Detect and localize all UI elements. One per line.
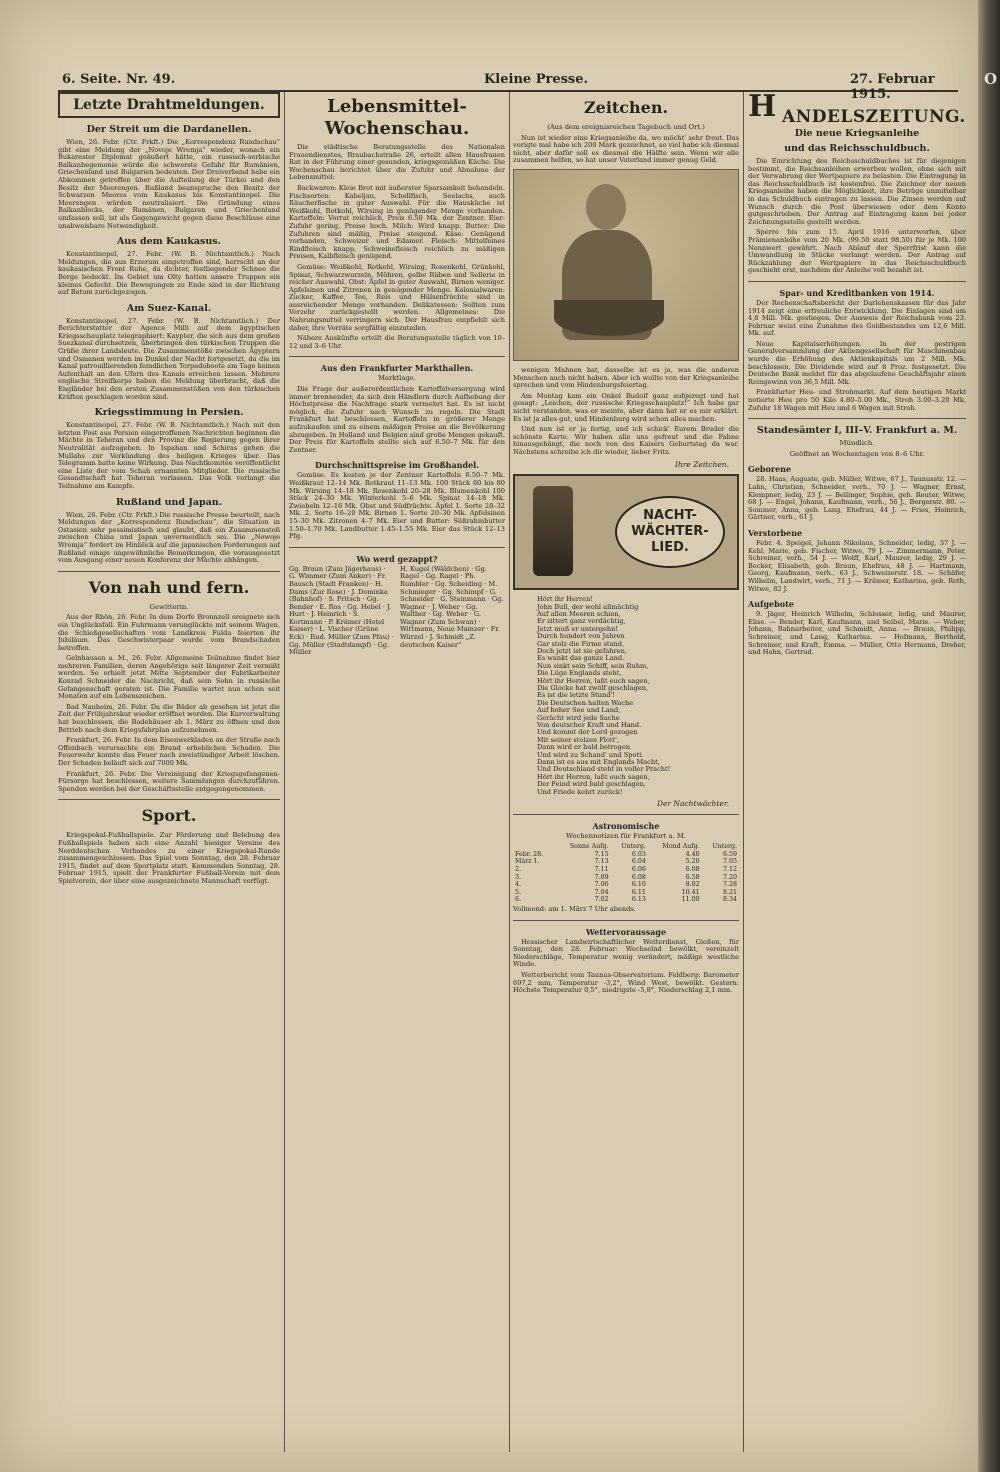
article-text: Konstantinopel, 27. Febr. (W. B. Nichtamtlich.) Nach Meldungen, die aus Erzerum eingetroffen sind, herrscht an der kaukasischen Front Ruhe, da dichter, festliegender Schnee die Berge bedeckt. Im Gebiet um Olty hatten unsere Truppen ein kleines Gefecht. Die Bewegungen zu Ende sind in der Richtung auf Batum zurückgezogen. bbox=[58, 250, 280, 297]
weather-report: Wetterbericht vom Taunus-Observatorium. Feldberg: Barometer 697,2 mm, Temperatur -3,2°, Wind West, bewölkt. Gestern: Höchste Temperatur 0,5°, niedrigste -5,8°, Niederschlag 2,1 mm. bbox=[513, 970, 739, 995]
poem-line: Und wird zu Schand' und Spott. bbox=[537, 750, 644, 759]
article-title: Am Suez-Kanal. bbox=[126, 302, 212, 314]
column-divider bbox=[509, 92, 510, 1452]
article-title: Die neue Kriegsanleihe bbox=[794, 128, 920, 139]
poem-line: Er zittert ganz verdächtig, bbox=[537, 617, 626, 626]
article-text: Backwaren: Kleie Brot mit äußerster Sparsamkeit behandeln. Fischsorten: Kabeljau, Schellfisch, Seelachs, auch Räucherfische in guter Auswahl. Für die Hausküche ist Weißkohl, Rotkohl, Wirsing in genügender Menge vorhanden. Kartoffeln: Vorrat reichlich, Preis 6.50 Mk. der Zentner. Eier: Zufuhr gering, Preise hoch. Milch: Wird knapp. Butter: Die Zufuhren sind mäßig, Preise steigend. Käse: Genügend vorhanden, Schweizer und Edamer. Fleisch: Mittelfeines Rindfleisch knapp, Schweinefleisch reichlich zu mäßigen Preisen, Kalbfleisch genügend. bbox=[289, 183, 505, 261]
poem-line: Gar stolz die Firme stand, bbox=[537, 639, 625, 648]
astro-col-header: Sonne Aufg. bbox=[569, 843, 609, 851]
astro-header-row bbox=[513, 843, 739, 851]
article-text: Am Montag kam ein Onkel Rudolf ganz aufgeregt und hat gesagt: „Leichen, der russische Kriegsschauplatz!“ Ich habe gar nicht verstanden, was er meinte, aber dann hat er es mir erklärt. Es ist ja alles gut, und Hindenburg wird schon alles machen. bbox=[513, 391, 739, 423]
poem-line: Es wankt das ganze Land. bbox=[537, 654, 625, 663]
newspaper-title: Kleine Presse. bbox=[484, 72, 589, 87]
astro-row bbox=[513, 858, 739, 866]
divider bbox=[58, 571, 280, 572]
article-title: Der Streit um die Dardanellen. bbox=[86, 124, 252, 135]
page-number: 6. Seite. Nr. 49. bbox=[62, 72, 176, 87]
poem-line: Es ist die letzte Stund'! bbox=[537, 691, 615, 700]
astro-cell: 7.13 bbox=[594, 858, 609, 866]
article-text: wenigen Mahnen hat, dasselbe ist es ja, was die anderen Menschen auch nicht haben. Aber ich wollte von der Kriegsanleihe sprechen und vom Hindenburgsfeiertag. bbox=[513, 365, 739, 390]
astro-cell: 10.41 bbox=[681, 888, 700, 896]
column-4 bbox=[748, 92, 966, 1452]
article-subtitle: (Aus dem ereignisreichen Tagebuch und Ort.) bbox=[547, 123, 705, 131]
column-3 bbox=[513, 92, 739, 1452]
poem-line: Und Friede kehrt zurück! bbox=[537, 787, 623, 796]
poem-line: Hört ihr Herren, laßt euch sagen, bbox=[537, 676, 650, 685]
astro-col-header bbox=[513, 843, 555, 851]
divider bbox=[748, 418, 966, 419]
divider bbox=[58, 799, 280, 800]
astro-cell: 7.05 bbox=[722, 858, 737, 866]
astro-cell: 4.40 bbox=[685, 850, 700, 858]
poem-line: Und Deutschland steht in voller Pracht! bbox=[537, 765, 671, 774]
astro-subtitle: Wochennotizen für Frankfurt a. M. bbox=[565, 831, 687, 840]
registry-text: 28. Haas, Auguste, geb. Müller, Witwe, 67 J., Taunusstr. 12. — Lahn, Christian, Schneider, verh., 70 J. — Wagner, Ernst, Klempner, ledig, 23 J. — Bellinger, Sophie, geb. Reuter, Witwe, 68 J. — Engel, Johann, Kaufmann, verh., 56 J., Bergerstr. 80. — Sommer, Anna, geb. Lang, Ehefrau, 44 J. — Fries, Heinrich, Gärtner, verh., 61 J. bbox=[748, 475, 966, 522]
weather-text: Hessischer Landwirtschaftlicher Wetterdienst, Gießen, für Sonntag, den 28. Februar: Wechselnd bewölkt, vereinzelt Niederschläge, Temperatur wenig verändert, mäßige westliche Winde. bbox=[513, 937, 739, 969]
astro-row bbox=[513, 881, 739, 889]
astro-cell: 3. bbox=[515, 873, 522, 881]
section-title-sport: Sport. bbox=[141, 806, 197, 826]
astro-cell: 7.28 bbox=[722, 881, 737, 889]
nightwatchman-title: NACHT-WÄCHTER-LIED. bbox=[615, 496, 725, 568]
illustration-woman-basket bbox=[513, 169, 739, 361]
poem-line: Die Deutschen halten Wache bbox=[537, 698, 634, 707]
article-title: Durchschnittspreise im Großhandel. bbox=[315, 460, 479, 471]
astro-cell: 7.04 bbox=[594, 888, 609, 896]
astro-cell: 6.08 bbox=[685, 866, 700, 874]
article-title: Spar- und Kreditbanken von 1914. bbox=[779, 287, 935, 298]
article-text: Nähere Auskünfte erteilt die Beratungsstelle täglich von 10–12 und 3–6 Uhr. bbox=[289, 334, 505, 350]
poem-line: Mit seiner stolzen Flott', bbox=[537, 735, 620, 744]
poem-line: Der Feind wird bald geschlagen, bbox=[537, 780, 646, 789]
astro-cell: 6.11 bbox=[631, 888, 646, 896]
pub-list bbox=[289, 566, 505, 660]
article-text: Frankfurt, 26. Febr. In dem Eisenwerkladen an der Straße nach Offenbach verursachte ein Brand erheblichen Schaden. Die Feuerwehr konnte das Feuer nach zweistündiger Arbeit löschen. Der Schaden beläuft sich auf 7000 Mk. bbox=[58, 736, 280, 767]
article-text: Frankfurt, 26. Febr. Die Vereinigung der Kriegsgefangenen-Fürsorge hat beschlossen, weitere Sammlungen durchzuführen. Spenden werden bei der Geschäftsstelle entgegengenommen. bbox=[58, 769, 280, 793]
column-2 bbox=[289, 92, 505, 1452]
divider bbox=[289, 547, 505, 548]
astro-cell: 6. bbox=[515, 896, 522, 904]
pub-list-left: Gg. Braun (Zum Jägerhaus) · G. Wimmer (Zum Anker) · Fr. Bausch (Stadt Franken) · H. Dams (Zur Rose) · J. Dominka (Bahnhof) · S. Fritsch · Gg. Bender · E. Ros · Gg. Hebel · J. Hurt · J. Heinrich · S. Kortmann · P. Krämer (Hotel Kaiser) · L. Vischer (Grüne Eck) · Rud. Müller (Zum Pfau) · Gg. Müller (Stadtdampf) · Gg. Müller bbox=[289, 564, 394, 657]
astro-cell: 6.13 bbox=[631, 896, 646, 904]
section-title-latest-wires: Letzte Drahtmeldungen. bbox=[58, 92, 280, 118]
lantern-icon bbox=[533, 486, 573, 576]
section-subtitle: Gewitterin. bbox=[149, 602, 189, 611]
poem-line: Nun sinkt sein Schiff, sein Ruhm, bbox=[537, 661, 649, 670]
astro-cell: 6.04 bbox=[631, 858, 646, 866]
astro-cell: März 1. bbox=[515, 858, 540, 866]
section-title-food-week: Lebensmittel-Wochenschau. bbox=[324, 96, 470, 139]
poem-line: Doch jetzt ist sie gefahren, bbox=[537, 646, 627, 655]
article-text: Die Einrichtung des Reichsschuldbuches ist für diejenigen bestimmt, die Reichsanleihen erwerben wollen, ohne sich mit der Verwahrung der Wertpapiere zu belasten. Die Eintragung in das Reichsschuldbuch ist kostenfrei. Die Zeichner der neuen Kriegsanleihe haben die Möglichkeit, ihre Beträge unmittelbar in das Schuldbuch eintragen zu lassen. Die Zinsen werden auf Wunsch durch die Post überwiesen oder dem Konto gutgeschrieben. Der Antrag auf Eintragung kann bei jeder Zeichnungsstelle gestellt werden. bbox=[748, 157, 966, 226]
poem-line: Dann wird er bald betrogen bbox=[537, 743, 631, 752]
article-subtitle: Marktlage. bbox=[378, 374, 416, 383]
nightwatchman-illustration bbox=[513, 474, 739, 590]
registry-title: Standesämter I, III–V. Frankfurt a. M. bbox=[756, 425, 958, 437]
article-text: Kriegspokal-Fußballspiele. Zur Förderung und Belebung des Fußballspiels haben sich eine Anzahl hiesiger Vereine des Norddeutschen Verbandes zu einer Kriegspokal-Runde zusammengeschlossen. Das Spiel vom Sonntag, den 28. Februar 1915, findet auf dem Sportplatz statt. Kommenden Sonntag, 28. Februar 1915, spielt der Frankfurter Fußball-Verein mit dem Spielverein, der über eine ausgezeichnete Mannschaft verfügt. bbox=[58, 831, 280, 885]
astro-cell: 7.15 bbox=[594, 850, 609, 858]
astro-cell: 11.00 bbox=[681, 896, 700, 904]
registry-section: Aufgebote bbox=[748, 599, 794, 610]
weather-title: Wettervoraussage bbox=[585, 926, 667, 937]
poem-line: Die Glocke hat zwölf geschlagen, bbox=[537, 683, 649, 692]
astro-cell: 5.20 bbox=[685, 858, 700, 866]
article-text: Die Frage der außerordentlichen Kartoffelversorgung wird immer brennender, da sich den Händlern durch Aufhebung der Höchstpreise die Nachfrage stark vermehrt hat. Es ist nicht möglich, die Zufuhr nach Wunsch zu regeln. Die Stadt Frankfurt hat beschlossen, Kartoffeln in größerer Menge aufzukaufen und zu einem mäßigen Preise an die Bevölkerung abzugeben. In Holland und Belgien sind große Mengen gekauft. Der Preis für Kartoffeln stellte sich auf 6.50–7 Mk. für den Zentner. bbox=[289, 385, 505, 454]
adjacent-page-glyph: O bbox=[984, 70, 998, 88]
article-text: Gemüse: Weißkohl, Rotkohl, Wirsing, Rosenkohl, Grünkohl, Spinat, Schwarzwurzeln, Möhren, gelbe Rüben und Sellerie in reicher Auswahl. Obst: Äpfel in guter Auswahl, Birnen weniger. Apfelsinen und Zitronen in genügender Menge. Kolonialwaren: Zucker, Kaffee, Tee, Reis und Hülsenfrüchte sind in ausreichender Menge vorhanden. Delikatessen: Sollten zum Verzehr zurückgestellt werden. Allgemeines: Die Nahrungsmittel verringern sich. Der Hausfrau empfiehlt sich daher, ihre Vorräte sorgfältig einzuteilen. bbox=[289, 262, 505, 332]
article-text: Gemüse. Es kosten je der Zentner Kartoffeln 6.50–7 Mk. Weißkraut 12–14 Mk. Rotkraut 11–13 Mk. 100 Stück 60 bis 80 Mk. Wirsing 14–18 Mk. Rosenkohl 20–28 Mk. Blumenkohl 100 Stück 24–30 Mk. Winterkohl 5–6 Mk. Spinat 14–18 Mk. Zwiebeln 12–16 Mk. Obst und Südfrüchte. Äpfel 1. Sorte 28–32 Mk. 2. Sorte 16–20 Mk. Birnen 1. Sorte 20–30 Mk. Apfelsinen 15–30 Mk. Zitronen 4–7 Mk. Eier und Butter: Süßrahmbutter 1.50–1.70 Mk. Landbutter 1.45–1.55 Mk. Eier das Stück 12–13 Pfg. bbox=[289, 471, 505, 541]
article-text: Konstantinopel, 27. Febr. (W. B. Nichtamtlich.) Nach mit den letzten Post aus Persien eingetroffenen Nachrichten beginnen die Mächte in Teheran und den Provinz die Regierung gegen ihrer Neutralität aufzugeben. In Ispahan und Schiras gehen die Mullahs zur Verkündung des heiligen Krieges über. Das Telegramm hatte keine Wirkung. Das Nachtkomitee veröffentlicht eine Liste der vom Schah ernannten Mitglieder. Die russische Gesandtschaft hat Teheran verlassen. Das Volk verlangt die Teilnahme am Kampfe. bbox=[58, 421, 280, 490]
divider bbox=[513, 814, 739, 815]
astro-cell: 2. bbox=[515, 866, 522, 874]
astro-cell: 6.08 bbox=[631, 873, 646, 881]
poem-line: Hört ihr Herren! bbox=[537, 595, 593, 604]
astro-row bbox=[513, 896, 739, 904]
astro-title: Astronomische bbox=[592, 820, 660, 831]
astro-cell: 7.09 bbox=[594, 873, 609, 881]
article-text: Aus der Rhön, 26. Febr. In dem Dorfe Bronnzell ereignete sich ein Unglücksfall. Ein Fuhrmann verunglückte mit seinem Wagen, die Schießgesellschaften vom Landkreis Fulda feierten ihr Jubiläum. Das Geschwisterpaar wurde vom Brandschaden betroffen. bbox=[58, 613, 280, 652]
issue-date: 27. Februar 1915. bbox=[850, 72, 935, 102]
page-header bbox=[58, 70, 958, 102]
article-title: Kriegsstimmung in Persien. bbox=[94, 407, 244, 419]
article-text: Neue Kapitalserhöhungen. In der gestrigen Generalversammlung der Aktiengesellschaft für Maschinenbau wurde die Erhöhung des Aktienkapitals um 2 Mill. Mk. beschlossen. Die Dividende wird auf 8 Proz. festgesetzt. Die Deutsche Bank meldet für das abgelaufene Geschäftsjahr einen Reingewinn von 36,5 Mill. Mk. bbox=[748, 339, 966, 386]
registry-section: Geborene bbox=[748, 464, 792, 475]
astro-cell: 6.06 bbox=[631, 866, 646, 874]
article-text: Wien, 26. Febr. (Ctr. Frkft.) Die russische Presse beurteilt, nach Meldungen der „Korrespondenz Rundschau“, die Situation in Ostasien sehr pessimistisch und glaubt, daß ein Zusammenstoß zwischen China und Japan unvermeidlich sei. Die „Nowoje Wremja“ fordert im Hinblick auf die japanischen Forderungen auf Rußland einige ungewöhnliche Bemerkungen, die vorausgesetzt vom Ausgang einer neuen Konferenz der Mächte abhängen. bbox=[58, 510, 280, 565]
astro-col-header: Unterg. bbox=[712, 843, 737, 851]
astro-cell: 7.02 bbox=[594, 896, 609, 904]
astro-note: Vollmond: am 1. März 7 Uhr abends. bbox=[513, 905, 636, 913]
article-text: Bad Nauheim, 26. Febr. Da die Bäder ab gesehen ist jetzt die Zeit der Frühjahrskur wieder eröffnet worden. Die Kurverwaltung hat beschlossen, die Badehäuser ab 1. März zu öffnen und den Betrieb nach dem Kriegsfahrplan aufzunehmen. bbox=[58, 702, 280, 734]
astro-cell: 6.03 bbox=[631, 850, 646, 858]
astro-cell: 7.06 bbox=[594, 881, 609, 889]
section-title-commerce bbox=[748, 92, 966, 128]
astro-row bbox=[513, 851, 739, 859]
poem-line: Hört ihr Herren, laßt euch sagen, bbox=[537, 772, 650, 781]
astro-col-header: Mond Aufg. bbox=[662, 843, 700, 851]
poem-line: Von deutscher Kraft und Hand. bbox=[537, 721, 642, 729]
illustration-head bbox=[586, 184, 626, 230]
divider bbox=[289, 356, 505, 357]
astro-cell: Febr. 28. bbox=[515, 850, 544, 858]
illustration-basket bbox=[554, 300, 664, 336]
astro-table bbox=[513, 843, 739, 904]
signature: Ihre Zeitchen. bbox=[675, 459, 729, 469]
article-text: Die städtische Beratungsstelle des Nationalen Frauendienstes, Braubachstraße 26, erteilt allen Hausfrauen Rat in der Führung einer gesunden, kriegsgemäßen Küche. Die Wochenschau berichtet über die Zufuhr und Abnahme der Lebensmittel: bbox=[289, 143, 505, 182]
poem-line: Durch hundert von Jahren bbox=[537, 632, 625, 641]
poem-line: Gerächt wird jede Sache bbox=[537, 713, 620, 722]
article-title-zeitchen: Zeitchen. bbox=[583, 98, 669, 117]
astro-cell: 8.02 bbox=[685, 881, 700, 889]
astro-cell: 8.34 bbox=[722, 896, 737, 904]
adjacent-page-edge bbox=[978, 0, 1000, 1472]
signature: Der Nachtwächter. bbox=[656, 799, 729, 809]
article-text: Und nun ist er ja fertig, und ich schick' Eurem Bruder die schönste Karte. Wir haben alle uns gefreut und die Fahne hinausgehängt, die noch von des Kaisers Geburtstag da war. Nächstens schreibe ich dir wieder, lieber Fritz. bbox=[513, 425, 739, 456]
registry-note: Geöffnet an Wochentagen von 8–6 Uhr. bbox=[789, 449, 925, 458]
column-divider bbox=[743, 92, 744, 1452]
ornamental-initial: H bbox=[748, 92, 777, 124]
article-title: Wo werd gezappt? bbox=[356, 553, 438, 564]
article-text: Gelnhausen a. M., 26. Febr. Allgemeine Teilnahme findet hier mehreren Familien, deren Angehörige seit längerer Zeit vermißt werden. So erhielt jetzt Mitte September der Fabrikarbeiter Konrad Schneider die Nachricht, daß sein Sohn in russische Gefangenschaft geraten ist. Die Familie wartet nun schon seit Monaten auf ein Lebenszeichen. bbox=[58, 654, 280, 701]
article-title: Aus dem Kaukasus. bbox=[117, 236, 221, 248]
registry-subtitle: Mündlich. bbox=[839, 439, 875, 448]
article-text: Konstantinopel, 27. Febr. (W. B. Nichtamtlich.) Der Berichterstatter der Agence Milli auf dem ägyptischen Kriegsschauplatz telegraphiert: Kaypter, die sich aus dem großen Suezkanal durchsetzen, überbringen den türkischen Truppen die Grüße ihrer Landsleute. Die Zusammenstöße zwischen Ägyptern und Osmanen werden im Dunkel der Nacht fortgesetzt, da die im Kanal patrouillierenden feindlichen Torpedoboote am Tage keinen Aufenthalt an den Ufern des Kanals erreichen lassen. Mehrere englische Streifkorps haben die Meldung überbracht, daß die Engländer bei den ersten Zusammenstößen von den türkischen Kräften geschlagen worden sind. bbox=[58, 316, 280, 401]
registry-text: 9. Jäger, Heinrich Wilhelm, Schlosser, ledig, und Maurer, Elise. — Bender, Karl, Kaufmann, und Seibel, Marie. — Weber, Johann, Bahnarbeiter, und Schmidt, Anna. — Braun, Philipp, Schreiner, und Lang, Katharina. — Hofmann, Berthold, Schreiner, und Kraft, Emma. — Müller, Otto Hermann, Dreher, und Hahn, Gertrud. bbox=[748, 610, 966, 657]
poem-line: John Bull, der wohl allmächtig bbox=[537, 602, 639, 611]
registry-section: Verstorbene bbox=[748, 527, 803, 538]
astro-row bbox=[513, 874, 739, 882]
astro-cell: 7.20 bbox=[722, 873, 737, 881]
divider bbox=[513, 920, 739, 921]
astro-cell: 8.21 bbox=[722, 888, 737, 896]
poem-line: Jetzt muß er untergehn! bbox=[537, 624, 619, 633]
astro-row bbox=[513, 866, 739, 874]
astro-cell: 6.58 bbox=[685, 873, 700, 881]
poem bbox=[513, 596, 739, 796]
poem-line: Auf allen Meeren schien, bbox=[537, 609, 621, 618]
astro-cell: 7.12 bbox=[722, 866, 737, 874]
article-text: Der Rechenschaftsbericht der Darlehenskassen für das Jahr 1914 zeigt eine erfreuliche Entwicklung. Die Einlagen sind um 4,8 Mill. Mk. gestiegen. Der Ausweis der Reichsbank vom 23. Februar weist eine Zunahme des Goldbestandes um 12,6 Mill. Mk. auf. bbox=[748, 298, 966, 338]
astro-cell: 4. bbox=[515, 881, 522, 889]
pub-list-right: H. Kugel (Wäldchen) · Gg. Ragel · Gg. Ragel · Ph. Rumbler · Gg. Scheiding · M. Schmieger · Gg. Schimpf · G. Schneider · G. Steinmann · Gg. Wagner · J. Weber · Gg. Walther · Gg. Weber · G. Wagner (Zum Schwan) · Wittmann, Neue Mainzer · Fr. Würzel · J. Schmidt „Z. deutschen Kaiser“ bbox=[400, 564, 504, 649]
astro-cell: 6.10 bbox=[631, 881, 646, 889]
poem-line: Und kommt der Lord gezogen bbox=[537, 728, 638, 737]
astro-row bbox=[513, 889, 739, 897]
astro-col-header: Unterg. bbox=[621, 843, 646, 851]
article-title: Rußland und Japan. bbox=[115, 496, 223, 508]
poem-line: Auf hoher See und Land, bbox=[537, 706, 621, 715]
astro-cell: 5. bbox=[515, 888, 522, 896]
registry-text: Febr. 4. Speigel, Johann Nikolaus, Schneider, ledig, 37 J. — Kehl, Marie, geb. Fischer, Witwe, 79 J. — Zimmermann, Peter, Schreiner, verh., 54 J. — Wolff, Karl, Maurer, ledig, 29 J. — Becker, Elisabeth, geb. Braun, Ehefrau, 48 J. — Hartmann, Georg, Kaufmann, verh., 63 J., Schweizerstr. 18. — Schäfer, Wilhelm, Landwirt, verh., 71 J. — Krämer, Katharina, geb. Roth, Witwe, 82 J. bbox=[748, 538, 966, 593]
article-text: Frankfurter Heu- und Strohmarkt. Auf dem heutigen Markt notierte Heu pro 50 Kilo 4.80–5.00 Mk., Stroh 3.00–3.20 Mk. Zufuhr 18 Wagen mit Heu und 6 Wagen mit Stroh. bbox=[748, 388, 966, 412]
astro-cell: 7.11 bbox=[594, 866, 609, 874]
article-text: Sperre bis zum 15. April 1916 unterworfen, über Prämienanleihe vom 20 Mk. (99.50 statt 98.50) für je Mk. 100 Nennwert gewährt. Nach Ablauf der Sperrfrist kann die Umwandlung in Stücke verlangt werden. Der Antrag auf Rückzahlung der Wertpapiere in das Reichsschuldbuch geschieht erst, nachdem der Anleihe voll bezahlt ist. bbox=[748, 228, 966, 275]
section-title-local: Von nah und fern. bbox=[88, 577, 250, 597]
poem-line: Die Lüge Englands steht, bbox=[537, 669, 622, 678]
divider bbox=[748, 281, 966, 282]
article-text: Nun ist wieder eine Kriegsanleihe da, wo möcht' sehr freut. Das vorigte mal habe ich 200 Mark gezeichnet, so viel habe ich diesmal nicht, aber dafür soll es diesmal die Hälfte sein. Wenn wir alle zusammen helfen, so hat unser Vaterland immer genug Geld. bbox=[513, 133, 739, 165]
article-text: Wien, 26. Febr. (Ctr. Frkft.) Die „Korrespondenz Rundschau“ gibt eine Meldung der „Novoje Wremja“ wieder, wonach ein Bukarester Diplomat geäußert hätte, ein russisch-serbische Balkanhegemonie würde die schwerste Gefahr für Rumänien, Griechenland und Bulgarien bedeuten. Der Dreiverband habe ein Abkommen getroffen über die Aufteilung der Türkei und den Besitz der Meerengen. Rußland beanspruche den Besitz der Schwarzen Meeres vom Kaukasus bis Konstantinopel. Die Meerengen würden neutralisiert. Die Gründung eines Balkanblocks, der Rumänen, Bulgaren und Griechenland umfassen soll, ist als Gegengewicht gegen diese Beschlüsse eine unabweisbare Notwendigkeit. bbox=[58, 138, 280, 230]
column-1 bbox=[58, 92, 280, 1452]
article-title: Aus den Frankfurter Markthallen. bbox=[320, 363, 474, 374]
poem-line: Dann ist es aus mit Englands Macht, bbox=[537, 758, 660, 767]
astro-cell: 6.59 bbox=[722, 850, 737, 858]
section-title-text: ANDELSZEITUNG. bbox=[782, 107, 966, 128]
column-divider bbox=[284, 92, 285, 1452]
article-subtitle: und das Reichsschuldbuch. bbox=[784, 143, 930, 154]
